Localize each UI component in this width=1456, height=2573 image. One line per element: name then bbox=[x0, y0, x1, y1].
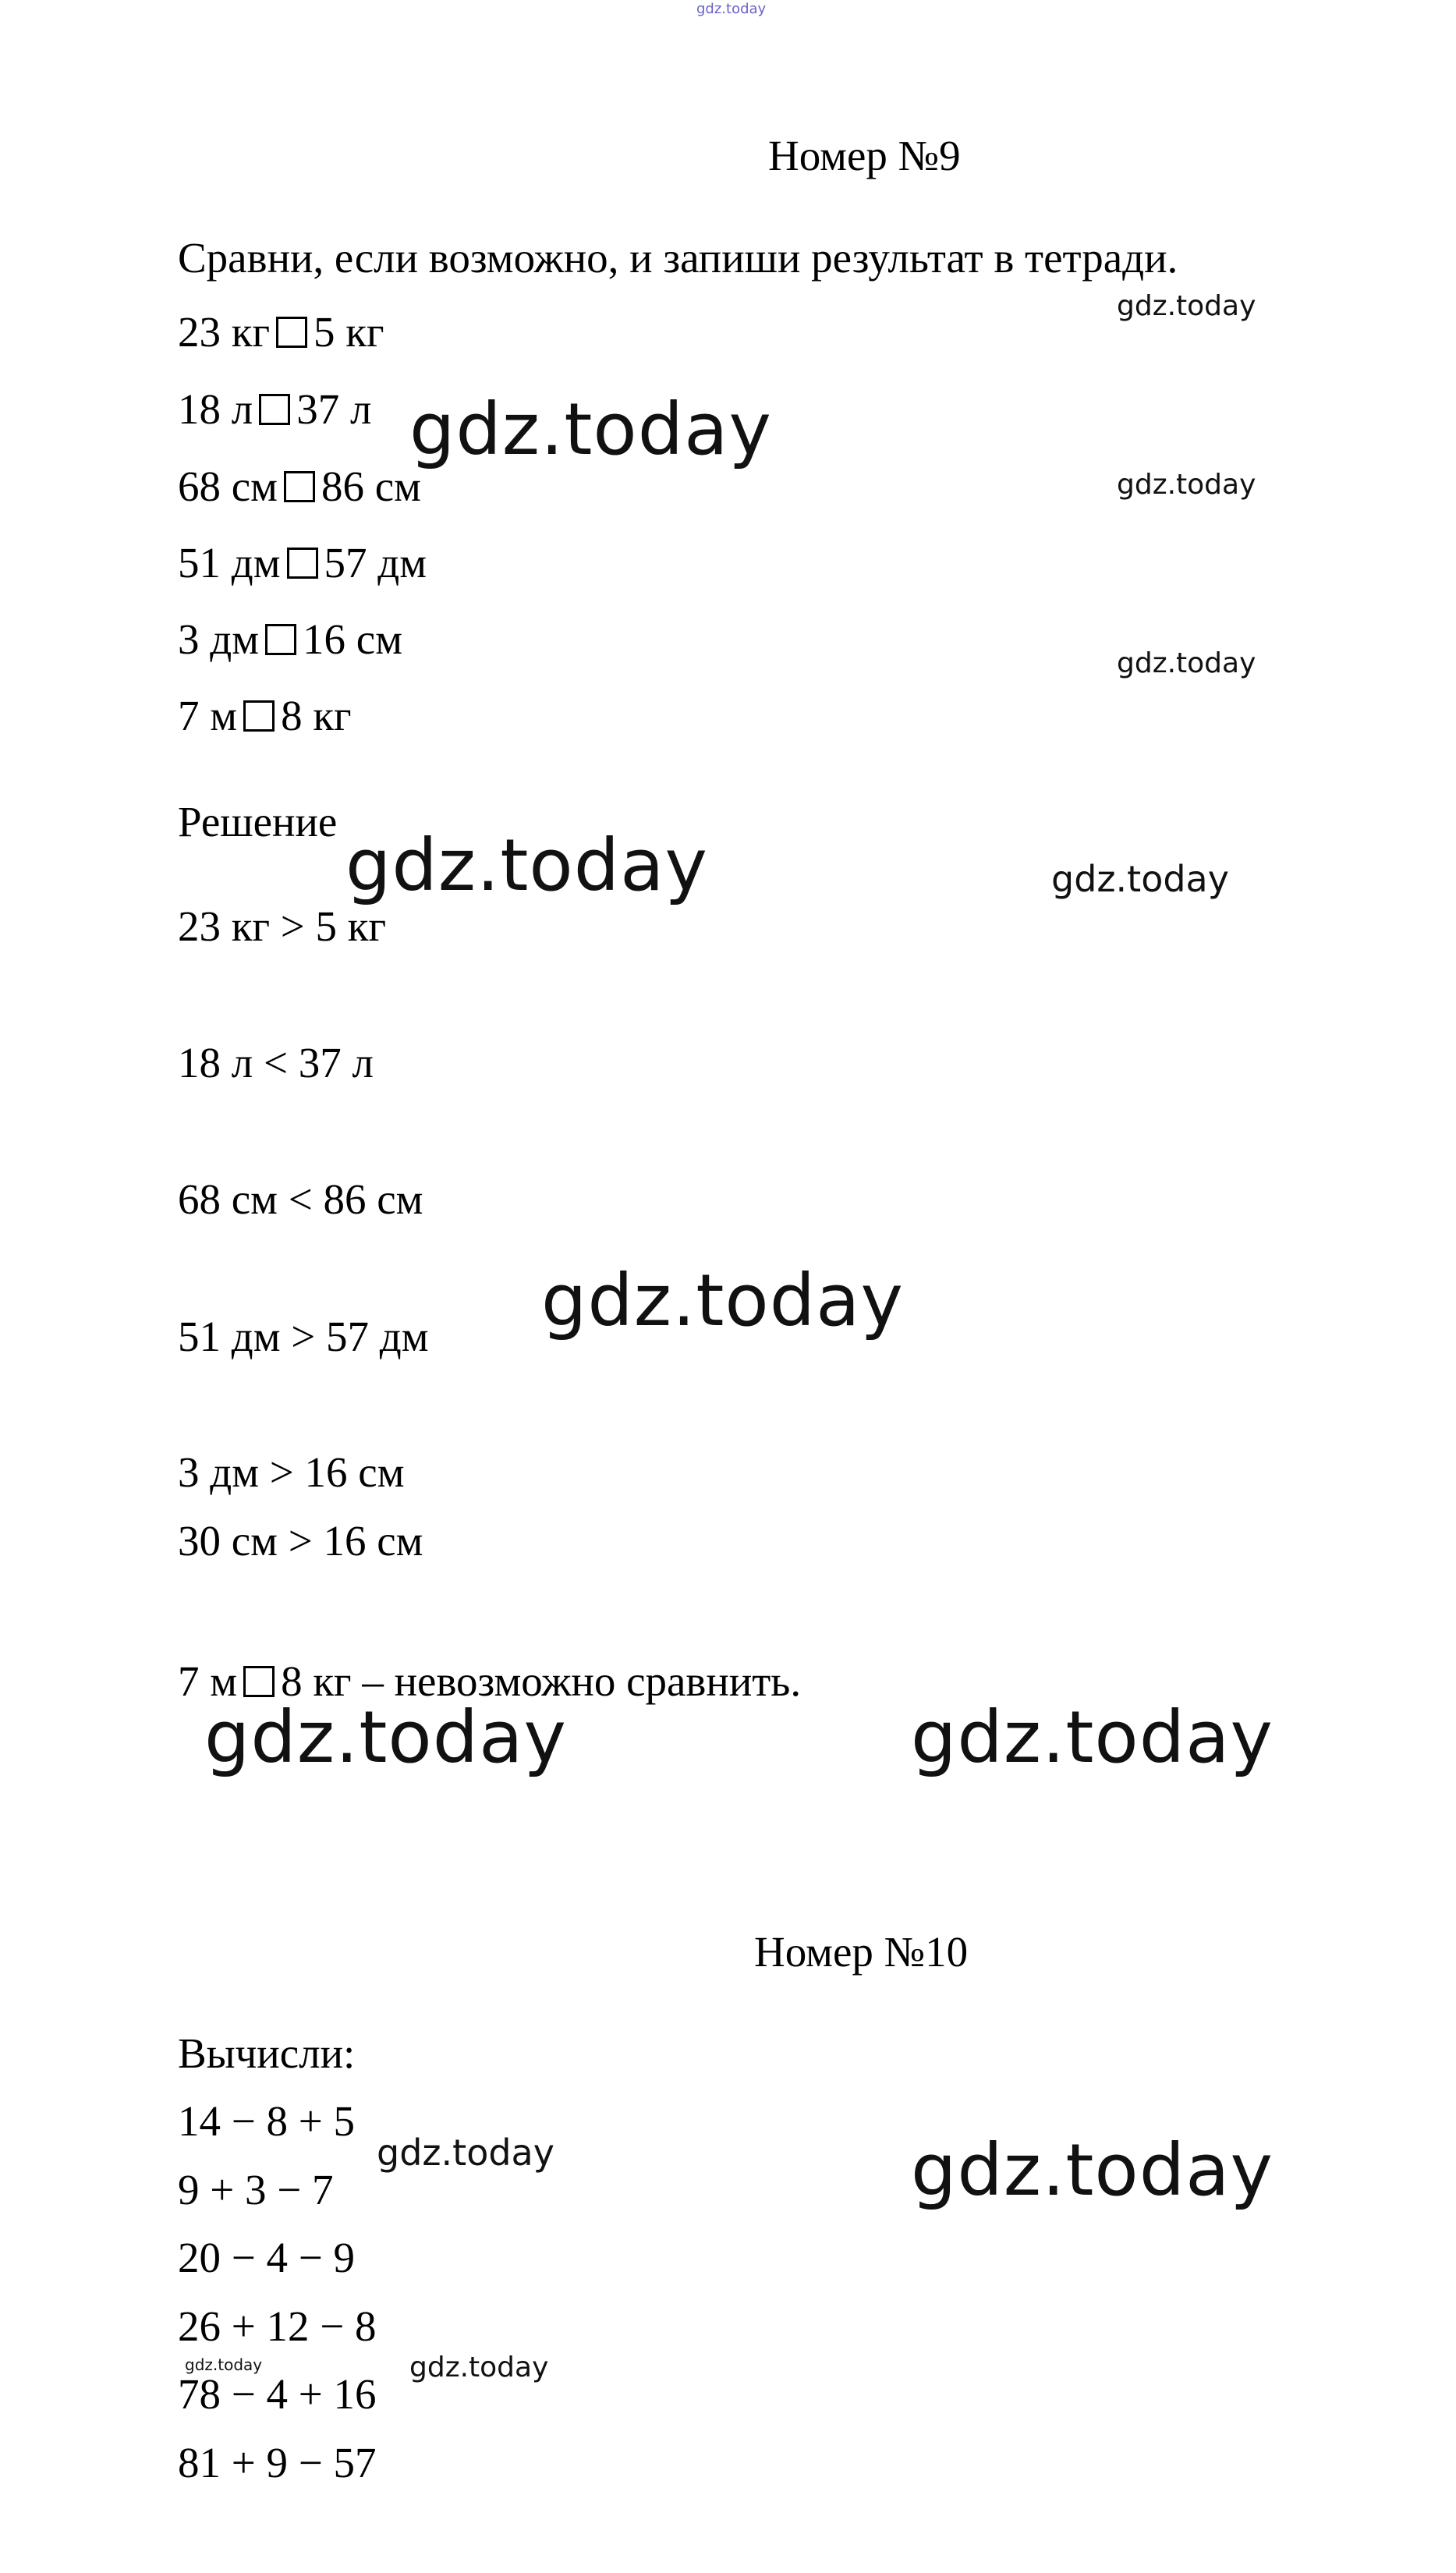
empty-box-icon bbox=[243, 1666, 275, 1697]
watermark: gdz.today bbox=[409, 2351, 549, 2383]
watermark: gdz.today bbox=[204, 1696, 567, 1779]
compare-right: 37 л bbox=[296, 385, 372, 433]
compare-right: 5 кг bbox=[314, 308, 384, 356]
task10-title: Номер №10 bbox=[754, 1928, 969, 1976]
watermark: gdz.today bbox=[377, 2132, 554, 2174]
compare-right: 8 кг bbox=[281, 692, 352, 739]
compare-left: 51 дм bbox=[178, 539, 281, 587]
answer-line: 51 дм > 57 дм bbox=[178, 1313, 429, 1360]
empty-box-icon bbox=[287, 548, 318, 579]
task9-title: Номер №9 bbox=[768, 132, 961, 179]
watermark: gdz.today bbox=[541, 1259, 904, 1342]
answer-line: 68 см < 86 см bbox=[178, 1175, 423, 1223]
compare-right: 57 дм bbox=[324, 539, 427, 587]
task10-prompt: Вычисли: bbox=[178, 2029, 356, 2077]
empty-box-icon bbox=[243, 700, 275, 732]
answer-line: 3 дм > 16 см bbox=[178, 1448, 405, 1496]
compare-left: 18 л bbox=[178, 385, 253, 433]
watermark: gdz.today bbox=[185, 2355, 263, 2374]
expression: 14 − 8 + 5 bbox=[178, 2097, 356, 2145]
compare-left: 7 м bbox=[178, 692, 238, 739]
compare-item bbox=[178, 539, 427, 587]
answer-line: 30 см > 16 см bbox=[178, 1517, 423, 1565]
top-watermark: gdz.today bbox=[696, 1, 767, 17]
answer-line: 18 л < 37 л bbox=[178, 1039, 374, 1086]
watermark: gdz.today bbox=[911, 2128, 1274, 2212]
watermark: gdz.today bbox=[409, 388, 772, 471]
compare-item bbox=[178, 615, 403, 663]
compare-left: 3 дм bbox=[178, 615, 260, 663]
watermark: gdz.today bbox=[1117, 469, 1256, 501]
task9-prompt: Сравни, если возможно, и запиши результат в тетради. bbox=[178, 234, 1178, 282]
compare-left: 68 см bbox=[178, 463, 278, 510]
answer-line: 23 кг > 5 кг bbox=[178, 902, 387, 950]
compare-right: 86 см bbox=[321, 463, 421, 510]
expression: 20 − 4 − 9 bbox=[178, 2234, 356, 2281]
solution-label: Решение bbox=[178, 798, 338, 845]
compare-left: 23 кг bbox=[178, 308, 271, 356]
watermark: gdz.today bbox=[1051, 858, 1229, 900]
compare-right: 16 см bbox=[303, 615, 403, 663]
compare-right: 8 кг – невозможно сравнить. bbox=[281, 1657, 802, 1705]
compare-item bbox=[178, 465, 421, 508]
compare-left: 7 м bbox=[178, 1657, 238, 1705]
compare-item bbox=[178, 308, 384, 356]
watermark: gdz.today bbox=[911, 1696, 1274, 1779]
compare-item bbox=[178, 385, 372, 433]
expression: 9 + 3 − 7 bbox=[178, 2166, 334, 2213]
empty-box-icon bbox=[259, 394, 290, 425]
empty-box-icon bbox=[284, 471, 315, 502]
watermark: gdz.today bbox=[1117, 290, 1256, 322]
expression: 81 + 9 − 57 bbox=[178, 2439, 377, 2486]
watermark: gdz.today bbox=[1117, 647, 1256, 679]
empty-box-icon bbox=[265, 624, 296, 655]
empty-box-icon bbox=[276, 317, 307, 348]
compare-item bbox=[178, 694, 352, 737]
expression: 26 + 12 − 8 bbox=[178, 2302, 377, 2350]
watermark: gdz.today bbox=[345, 824, 708, 907]
expression: 78 − 4 + 16 bbox=[178, 2370, 377, 2418]
